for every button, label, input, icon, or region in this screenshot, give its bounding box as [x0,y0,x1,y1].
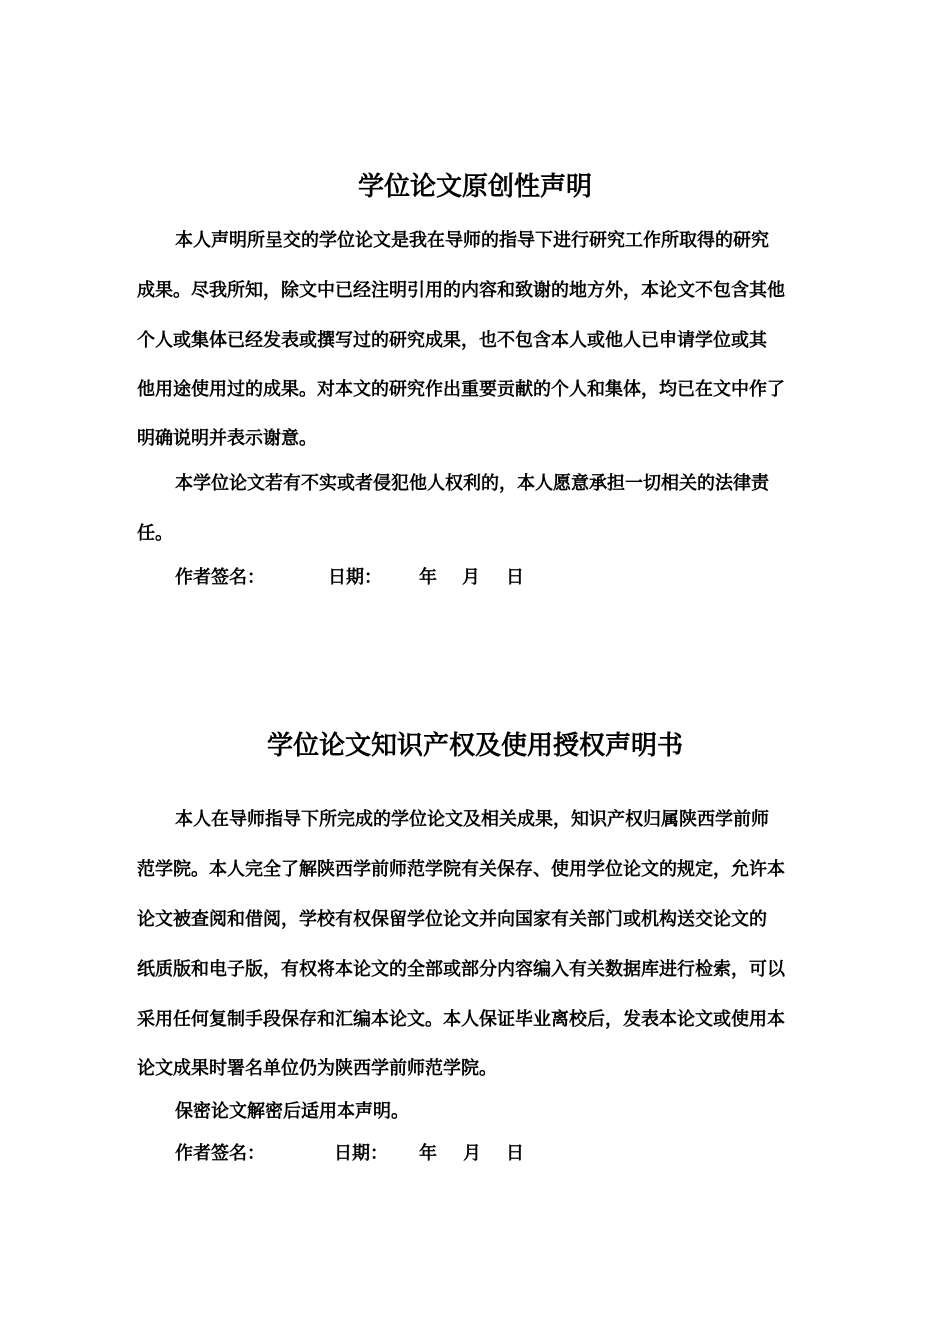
originality-paragraph-line: 成果。尽我所知，除文中已经注明引用的内容和致谢的地方外，本论文不包含其他 [137,280,785,301]
authorization-paragraph-line: 纸质版和电子版，有权将本论文的全部或部分内容编入有关数据库进行检索，可以 [137,959,785,980]
ip-authorization-title: 学位论文知识产权及使用授权声明书 [266,731,683,761]
month-label: 月 [462,567,480,588]
responsibility-paragraph-line: 本学位论文若有不实或者侵犯他人权利的，本人愿意承担一切相关的法律责 [175,473,769,494]
date-label: 日期： [334,1143,388,1164]
originality-paragraph-line: 明确说明并表示谢意。 [137,428,317,449]
responsibility-paragraph-line: 任。 [137,523,173,544]
authorization-paragraph-line: 论文成果时署名单位仍为陕西学前师范学院。 [137,1058,497,1079]
authorization-paragraph-line: 论文被查阅和借阅，学校有权保留学位论文并向国家有关部门或机构送交论文的 [137,909,767,930]
day-label: 日 [506,567,524,588]
date-label: 日期： [328,567,382,588]
originality-statement-title: 学位论文原创性声明 [357,172,592,202]
originality-paragraph-line: 他用途使用过的成果。对本文的研究作出重要贡献的个人和集体，均已在文中作了 [137,379,785,400]
author-signature-label: 作者签名： [175,1143,265,1164]
month-label: 月 [463,1143,481,1164]
author-signature-label: 作者签名： [175,567,265,588]
authorization-paragraph-line: 采用任何复制手段保存和汇编本论文。本人保证毕业离校后，发表本论文或使用本 [137,1009,785,1030]
year-label: 年 [419,1143,437,1164]
confidentiality-note: 保密论文解密后适用本声明。 [175,1101,409,1122]
originality-paragraph-line: 本人声明所呈交的学位论文是我在导师的指导下进行研究工作所取得的研究 [175,230,769,251]
authorization-paragraph-line: 范学院。本人完全了解陕西学前师范学院有关保存、使用学位论文的规定，允许本 [137,859,785,880]
year-label: 年 [419,567,437,588]
day-label: 日 [506,1143,524,1164]
originality-paragraph-line: 个人或集体已经发表或撰写过的研究成果，也不包含本人或他人已申请学位或其 [137,330,767,351]
authorization-paragraph-line: 本人在导师指导下所完成的学位论文及相关成果，知识产权归属陕西学前师 [175,809,769,830]
